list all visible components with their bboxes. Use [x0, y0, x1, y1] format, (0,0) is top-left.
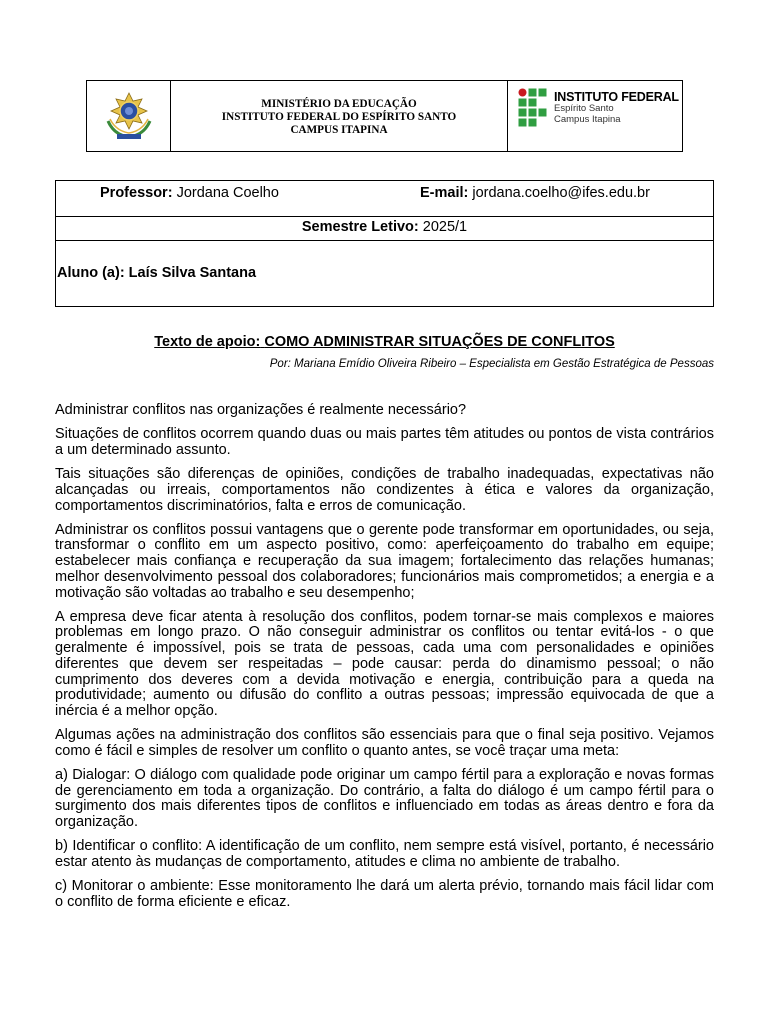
- paragraph: Administrar conflitos nas organizações é realmente necessário?: [55, 402, 467, 418]
- document-title: [55, 334, 714, 350]
- email-value: jordana.coelho@ifes.edu.br: [472, 185, 650, 201]
- semester-value: 2025/1: [422, 219, 468, 235]
- ministry-line-2: INSTITUTO FEDERAL DO ESPÍRITO SANTO: [221, 110, 457, 123]
- document-body: [55, 403, 714, 919]
- if-subtitle-state: Espírito Santo: [554, 103, 614, 114]
- if-subtitle-campus: Campus Itapina: [554, 114, 621, 125]
- semester-row: [56, 216, 713, 241]
- if-squares-icon: [518, 88, 548, 128]
- if-title: INSTITUTO FEDERAL: [554, 90, 679, 104]
- ministry-line-3: CAMPUS ITAPINA: [290, 123, 388, 136]
- paragraph: A empresa deve ficar atenta à resolução dos conflitos, podem tornar-se mais complexos e maiores problemas em longo prazo. O não conseguir administrar os conflitos ou tentar evitá-los - o que geralmente é impossível, pois se trata de pessoas, cada uma com personalidades e opiniões diferentes que devem ser respeitadas – pode causar: perda do dinamismo pessoal; o não cumprimento dos deveres com a devida motivação e energia, contribuição para a queda na produtividade; aumento ou difusão do conflito a outras pessoas; impressão equivocada de que a inércia é a melhor opção.: [55, 608, 714, 719]
- ministry-line-1: MINISTÉRIO DA EDUCAÇÃO: [261, 97, 417, 110]
- paragraph: Situações de conflitos ocorrem quando duas ou mais partes têm atitudes ou pontos de vista contrários a um determinado assunto.: [55, 426, 714, 458]
- title-prefix: Texto de apoio:: [154, 334, 261, 350]
- paragraph: Administrar os conflitos possui vantagens que o gerente pode transformar em oportunidades, ou seja, transformar o conflito em um aspecto positivo, como: aperfeiçoamento do trabalho em equipe; estabelecer mais confiança e recuperação da sua imagem; fortalecimento das relações humanas; melhor desenvolvimento pessoal dos colaboradores; funcionários mais comprometidos; a energia e a motivação são voltadas ao trabalho e seu desempenho;: [55, 521, 714, 601]
- semester-label: Semestre Letivo:: [301, 219, 419, 235]
- brasil-coat-of-arms-logo: [87, 81, 171, 151]
- student-name: Aluno (a): Laís Silva Santana: [57, 265, 257, 281]
- email-field: [420, 185, 650, 201]
- student-info-table: [55, 180, 714, 307]
- paragraph: a) Dialogar: O diálogo com qualidade pode originar um campo fértil para a exploração e novas formas de gerenciamento em toda a organização. Do contrário, a falta do diálogo é um campo fértil para o surgimento dos mais diferentes tipos de conflitos e influenciado em todas as áreas dentro e fora da organização.: [55, 767, 714, 831]
- student-row: [56, 241, 713, 307]
- teacher-value: Jordana Coelho: [176, 185, 279, 201]
- email-label: E-mail:: [420, 185, 469, 201]
- paragraph: Algumas ações na administração dos conflitos são essenciais para que o final seja positivo. Vejamos como é fácil e simples de resolver um conflito o quanto antes, se você traçar uma meta:: [55, 727, 714, 759]
- paragraph: b) Identificar o conflito: A identificação de um conflito, nem sempre está visível, portanto, é necessário estar atento às mudanças de comportamento, atitudes e clima no ambiente de trabalho.: [55, 838, 714, 871]
- if-logo: [508, 81, 682, 151]
- teacher-field: [100, 185, 279, 201]
- teacher-row: [56, 181, 713, 217]
- paragraph: Tais situações são diferenças de opiniões, condições de trabalho inadequadas, expectativas não alcançadas ou irreais, comportamentos não condizentes à ética e valores da organização, comportamentos discriminatórios, falta e erros de comunicação.: [55, 466, 714, 514]
- teacher-label: Professor:: [100, 185, 173, 201]
- title-main: COMO ADMINISTRAR SITUAÇÕES DE CONFLITOS: [264, 334, 615, 350]
- paragraph: c) Monitorar o ambiente: Esse monitoramento lhe dará um alerta prévio, tornando mais fácil lidar com o conflito de forma eficiente e eficaz.: [55, 878, 714, 910]
- institution-header: [86, 80, 683, 152]
- if-text-block: [554, 88, 679, 125]
- ministry-heading: [171, 81, 508, 151]
- coat-of-arms-icon: [100, 91, 158, 141]
- document-author: Por: Mariana Emídio Oliveira Ribeiro – Especialista em Gestão Estratégica de Pessoas: [269, 358, 714, 370]
